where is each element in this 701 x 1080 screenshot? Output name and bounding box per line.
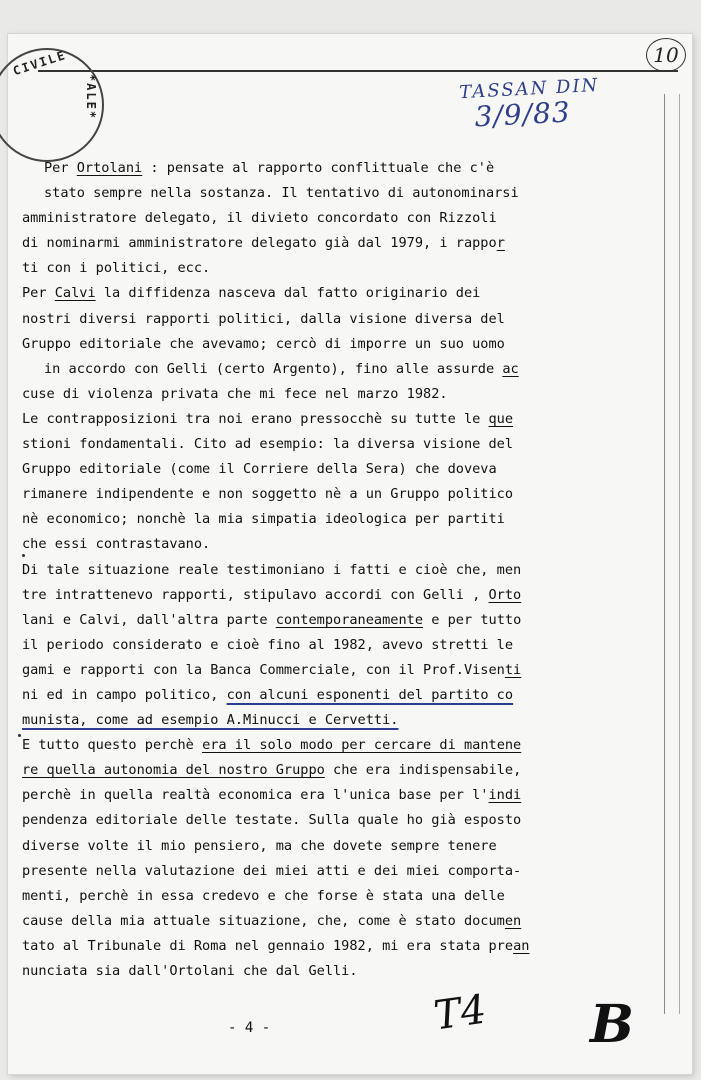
text-line: Gruppo editoriale che avevamo; cercò di imporre un suo uomo bbox=[22, 335, 505, 352]
page-circle-number: 10 bbox=[646, 38, 686, 72]
text-line: in accordo con Gelli (certo Argento), fino alle assurde ac bbox=[44, 360, 519, 377]
margin-mark bbox=[18, 734, 21, 737]
underlined-text: contemporaneamente bbox=[275, 611, 424, 628]
text-line: Di tale situazione reale testimoniano i fatti e cioè che, men bbox=[22, 561, 522, 578]
text-line: che essi contrastavano. bbox=[22, 536, 211, 553]
underlined-text: Calvi bbox=[54, 285, 96, 302]
text-line: Le contrapposizioni tra noi erano pressocchè su tutte le que bbox=[22, 410, 514, 427]
underlined-text: an bbox=[513, 937, 530, 954]
text-line: nè economico; nonchè la mia simpatia ideologica per partiti bbox=[22, 511, 505, 528]
top-rule bbox=[38, 70, 678, 72]
text-line: ti con i politici, ecc. bbox=[22, 260, 211, 277]
text-line: stato sempre nella sostanza. Il tentativo di autonominarsi bbox=[44, 185, 519, 202]
text-line: menti, perchè in essa credevo e che forse è stata una delle bbox=[22, 887, 505, 904]
page-number: - 4 - bbox=[228, 1020, 271, 1036]
underlined-text: Ortolani bbox=[76, 160, 143, 176]
underlined-text: en bbox=[504, 912, 522, 929]
underlined-text: con alcuni esponenti del partito co bbox=[226, 686, 514, 703]
text-line: diverse volte il mio pensiero, ma che dovete sempre tenere bbox=[22, 837, 497, 854]
handwritten-date: 3/9/83 bbox=[473, 95, 572, 134]
document-page bbox=[8, 34, 692, 1074]
underlined-text: ti bbox=[504, 661, 522, 678]
text-line: ni ed in campo politico, con alcuni esponenti del partito co bbox=[22, 686, 514, 703]
handwritten-initial-right: B bbox=[590, 994, 634, 1055]
text-line: gami e rapporti con la Banca Commerciale, con il Prof.Visenti bbox=[22, 661, 522, 678]
underlined-text: r bbox=[496, 235, 505, 252]
text-line: re quella autonomia del nostro Gruppo che era indispensabile, bbox=[22, 762, 522, 779]
text-line: tre intrattenevo rapporti, stipulavo accordi con Gelli , Orto bbox=[22, 586, 522, 603]
text-line: E tutto questo perchè era il solo modo per cercare di mantene bbox=[22, 737, 522, 754]
text-line: pendenza editoriale delle testate. Sulla quale ho già esposto bbox=[22, 812, 522, 829]
text-line: Gruppo editoriale (come il Corriere della Sera) che doveva bbox=[22, 461, 497, 478]
archive-stamp bbox=[0, 48, 104, 162]
text-line: cause della mia attuale situazione, che, come è stato documen bbox=[22, 912, 522, 929]
underlined-text: era il solo modo per cercare di mantene bbox=[202, 737, 522, 754]
text-line bbox=[22, 708, 582, 733]
underlined-text: indi bbox=[488, 787, 522, 804]
text-line: presente nella valutazione dei miei atti e dei miei comporta- bbox=[22, 862, 522, 879]
text-line: nostri diversi rapporti politici, dalla visione diversa del bbox=[22, 310, 505, 327]
underlined-text: Orto bbox=[488, 586, 522, 603]
text-line: Per Ortolani : pensate al rapporto conflittuale che c'è bbox=[44, 160, 495, 176]
text-line: di nominarmi amministratore delegato già dal 1979, i rappor bbox=[22, 235, 505, 252]
text-line: cuse di violenza privata che mi fece nel marzo 1982. bbox=[22, 385, 448, 402]
text-line: tato al Tribunale di Roma nel gennaio 1982, mi era stata prean bbox=[22, 937, 530, 954]
underlined-text: ac bbox=[502, 360, 519, 377]
stamp-text-top: CIVILE bbox=[11, 47, 69, 79]
text-line: il periodo considerato e cioè fino al 1982, avevo stretti le bbox=[22, 636, 514, 653]
underlined-text: re quella autonomia del nostro Gruppo bbox=[22, 762, 325, 779]
underlined-text: que bbox=[488, 410, 514, 427]
text-line: Per Calvi la diffidenza nasceva dal fatto originario dei bbox=[22, 285, 481, 302]
underlined-text: munista, come ad esempio A.Minucci e Cervetti. bbox=[22, 712, 399, 729]
stamp-text-side: *ALE* bbox=[84, 73, 99, 121]
text-line: perchè in quella realtà economica era l'unica base per l'indi bbox=[22, 787, 522, 804]
handwritten-annotation bbox=[459, 74, 622, 134]
text-line: amministratore delegato, il divieto concordato con Rizzoli bbox=[22, 210, 497, 227]
text-line: lani e Calvi, dall'altra parte contemporaneamente e per tutto bbox=[22, 611, 522, 628]
right-margin-lines bbox=[664, 94, 680, 1014]
text-line: nunciata sia dall'Ortolani che dal Gelli. bbox=[22, 963, 358, 979]
typed-text-body bbox=[22, 156, 582, 984]
text-line: stioni fondamentali. Cito ad esempio: la diversa visione del bbox=[22, 436, 514, 453]
text-line: rimanere indipendente e non soggetto nè a un Gruppo politico bbox=[22, 486, 514, 503]
handwritten-name: TASSAN DIN bbox=[458, 74, 600, 104]
handwritten-initial-left: T4 bbox=[431, 986, 490, 1040]
